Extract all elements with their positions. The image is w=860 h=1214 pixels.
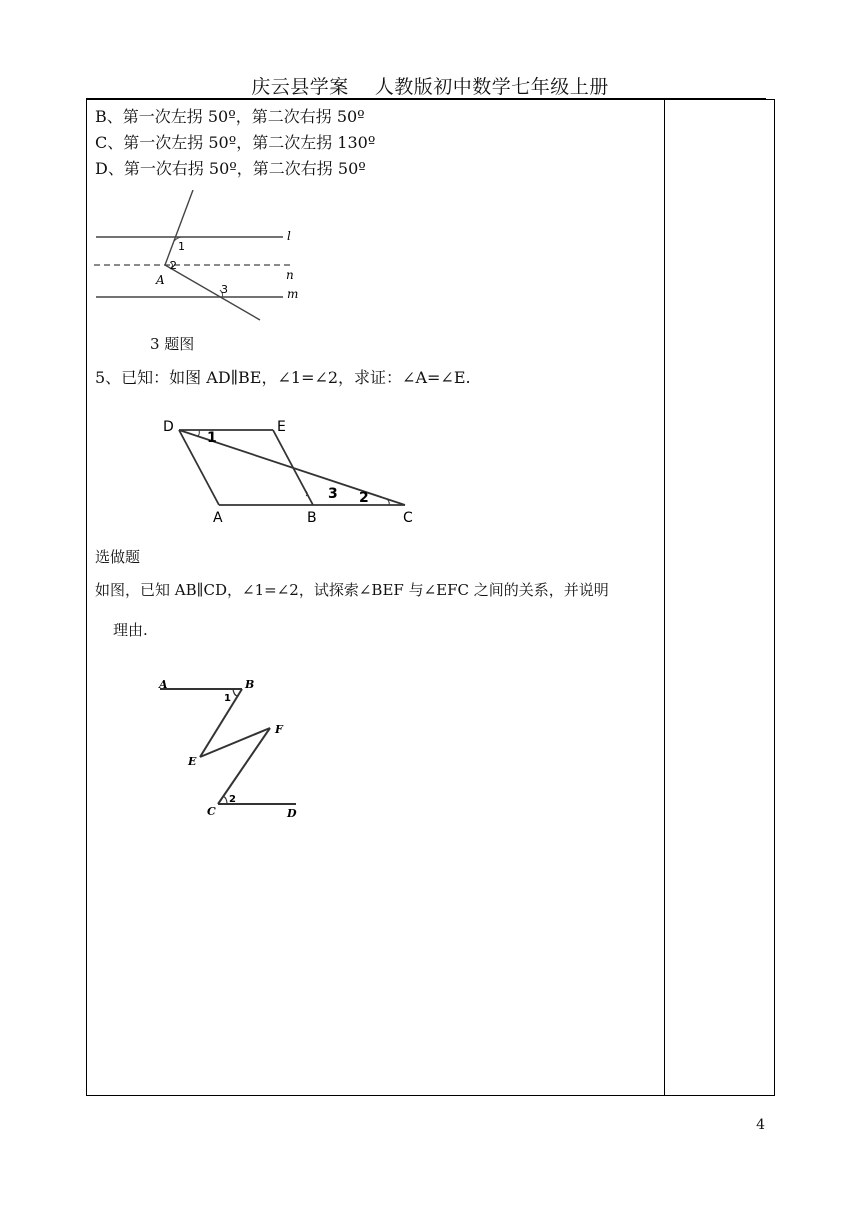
page-number: 4 bbox=[756, 1117, 765, 1133]
opt-label-1: 1 bbox=[224, 693, 231, 704]
opt-label-a: A bbox=[159, 678, 168, 691]
optional-section-title: 选做题 bbox=[95, 548, 141, 566]
figure-optional-question bbox=[150, 670, 310, 825]
fig5-label-c: C bbox=[403, 510, 413, 526]
optional-question-line-1: 如图，已知 AB∥CD，∠1=∠2，试探索∠BEF 与∠EFC 之间的关系，并说明 bbox=[95, 581, 609, 599]
fig3-label-2: 2 bbox=[170, 259, 177, 272]
transversal-upper bbox=[165, 190, 193, 265]
opt-label-2: 2 bbox=[229, 794, 236, 805]
option-c: C、第一次左拐 50º，第二次左拐 130º bbox=[95, 133, 376, 152]
opt-label-d: D bbox=[287, 807, 297, 820]
fig5-label-b: B bbox=[307, 510, 317, 526]
fig5-label-1: 1 bbox=[207, 430, 217, 446]
question-5-text: 5、已知：如图 AD∥BE，∠1=∠2，求证：∠A=∠E. bbox=[95, 368, 471, 387]
table-column-divider bbox=[664, 99, 665, 1096]
fig3-label-n: n bbox=[286, 268, 294, 282]
fig3-label-1: 1 bbox=[178, 240, 185, 253]
transversal-lower bbox=[165, 265, 260, 320]
option-d: D、第一次右拐 50º，第二次右拐 50º bbox=[95, 159, 366, 178]
header-school: 庆云县学案 bbox=[251, 76, 349, 98]
opt-label-f: F bbox=[275, 723, 283, 736]
fig5-label-a: A bbox=[213, 510, 223, 526]
fig5-label-e: E bbox=[277, 419, 286, 435]
fig3-label-3: 3 bbox=[221, 283, 228, 296]
figure-question-3 bbox=[90, 190, 310, 325]
figure-question-5 bbox=[155, 410, 425, 528]
fig3-label-a: A bbox=[156, 273, 165, 287]
opt-label-b: B bbox=[245, 678, 255, 691]
fig5-label-d: D bbox=[163, 419, 174, 435]
opt-label-c: C bbox=[207, 805, 216, 818]
fig3-label-m: m bbox=[287, 287, 299, 301]
page-header bbox=[0, 72, 860, 99]
option-b: B、第一次左拐 50º，第二次右拐 50º bbox=[95, 107, 365, 126]
optional-question-line-2: 理由. bbox=[113, 621, 148, 639]
fig3-label-l: l bbox=[287, 229, 291, 243]
opt-label-e: E bbox=[188, 755, 197, 768]
segment-be bbox=[200, 689, 242, 757]
fig5-label-3: 3 bbox=[328, 486, 338, 502]
header-book: 人教版初中数学七年级上册 bbox=[374, 76, 609, 98]
fig5-label-2: 2 bbox=[359, 490, 369, 506]
figure-3-caption: 3 题图 bbox=[150, 335, 195, 353]
